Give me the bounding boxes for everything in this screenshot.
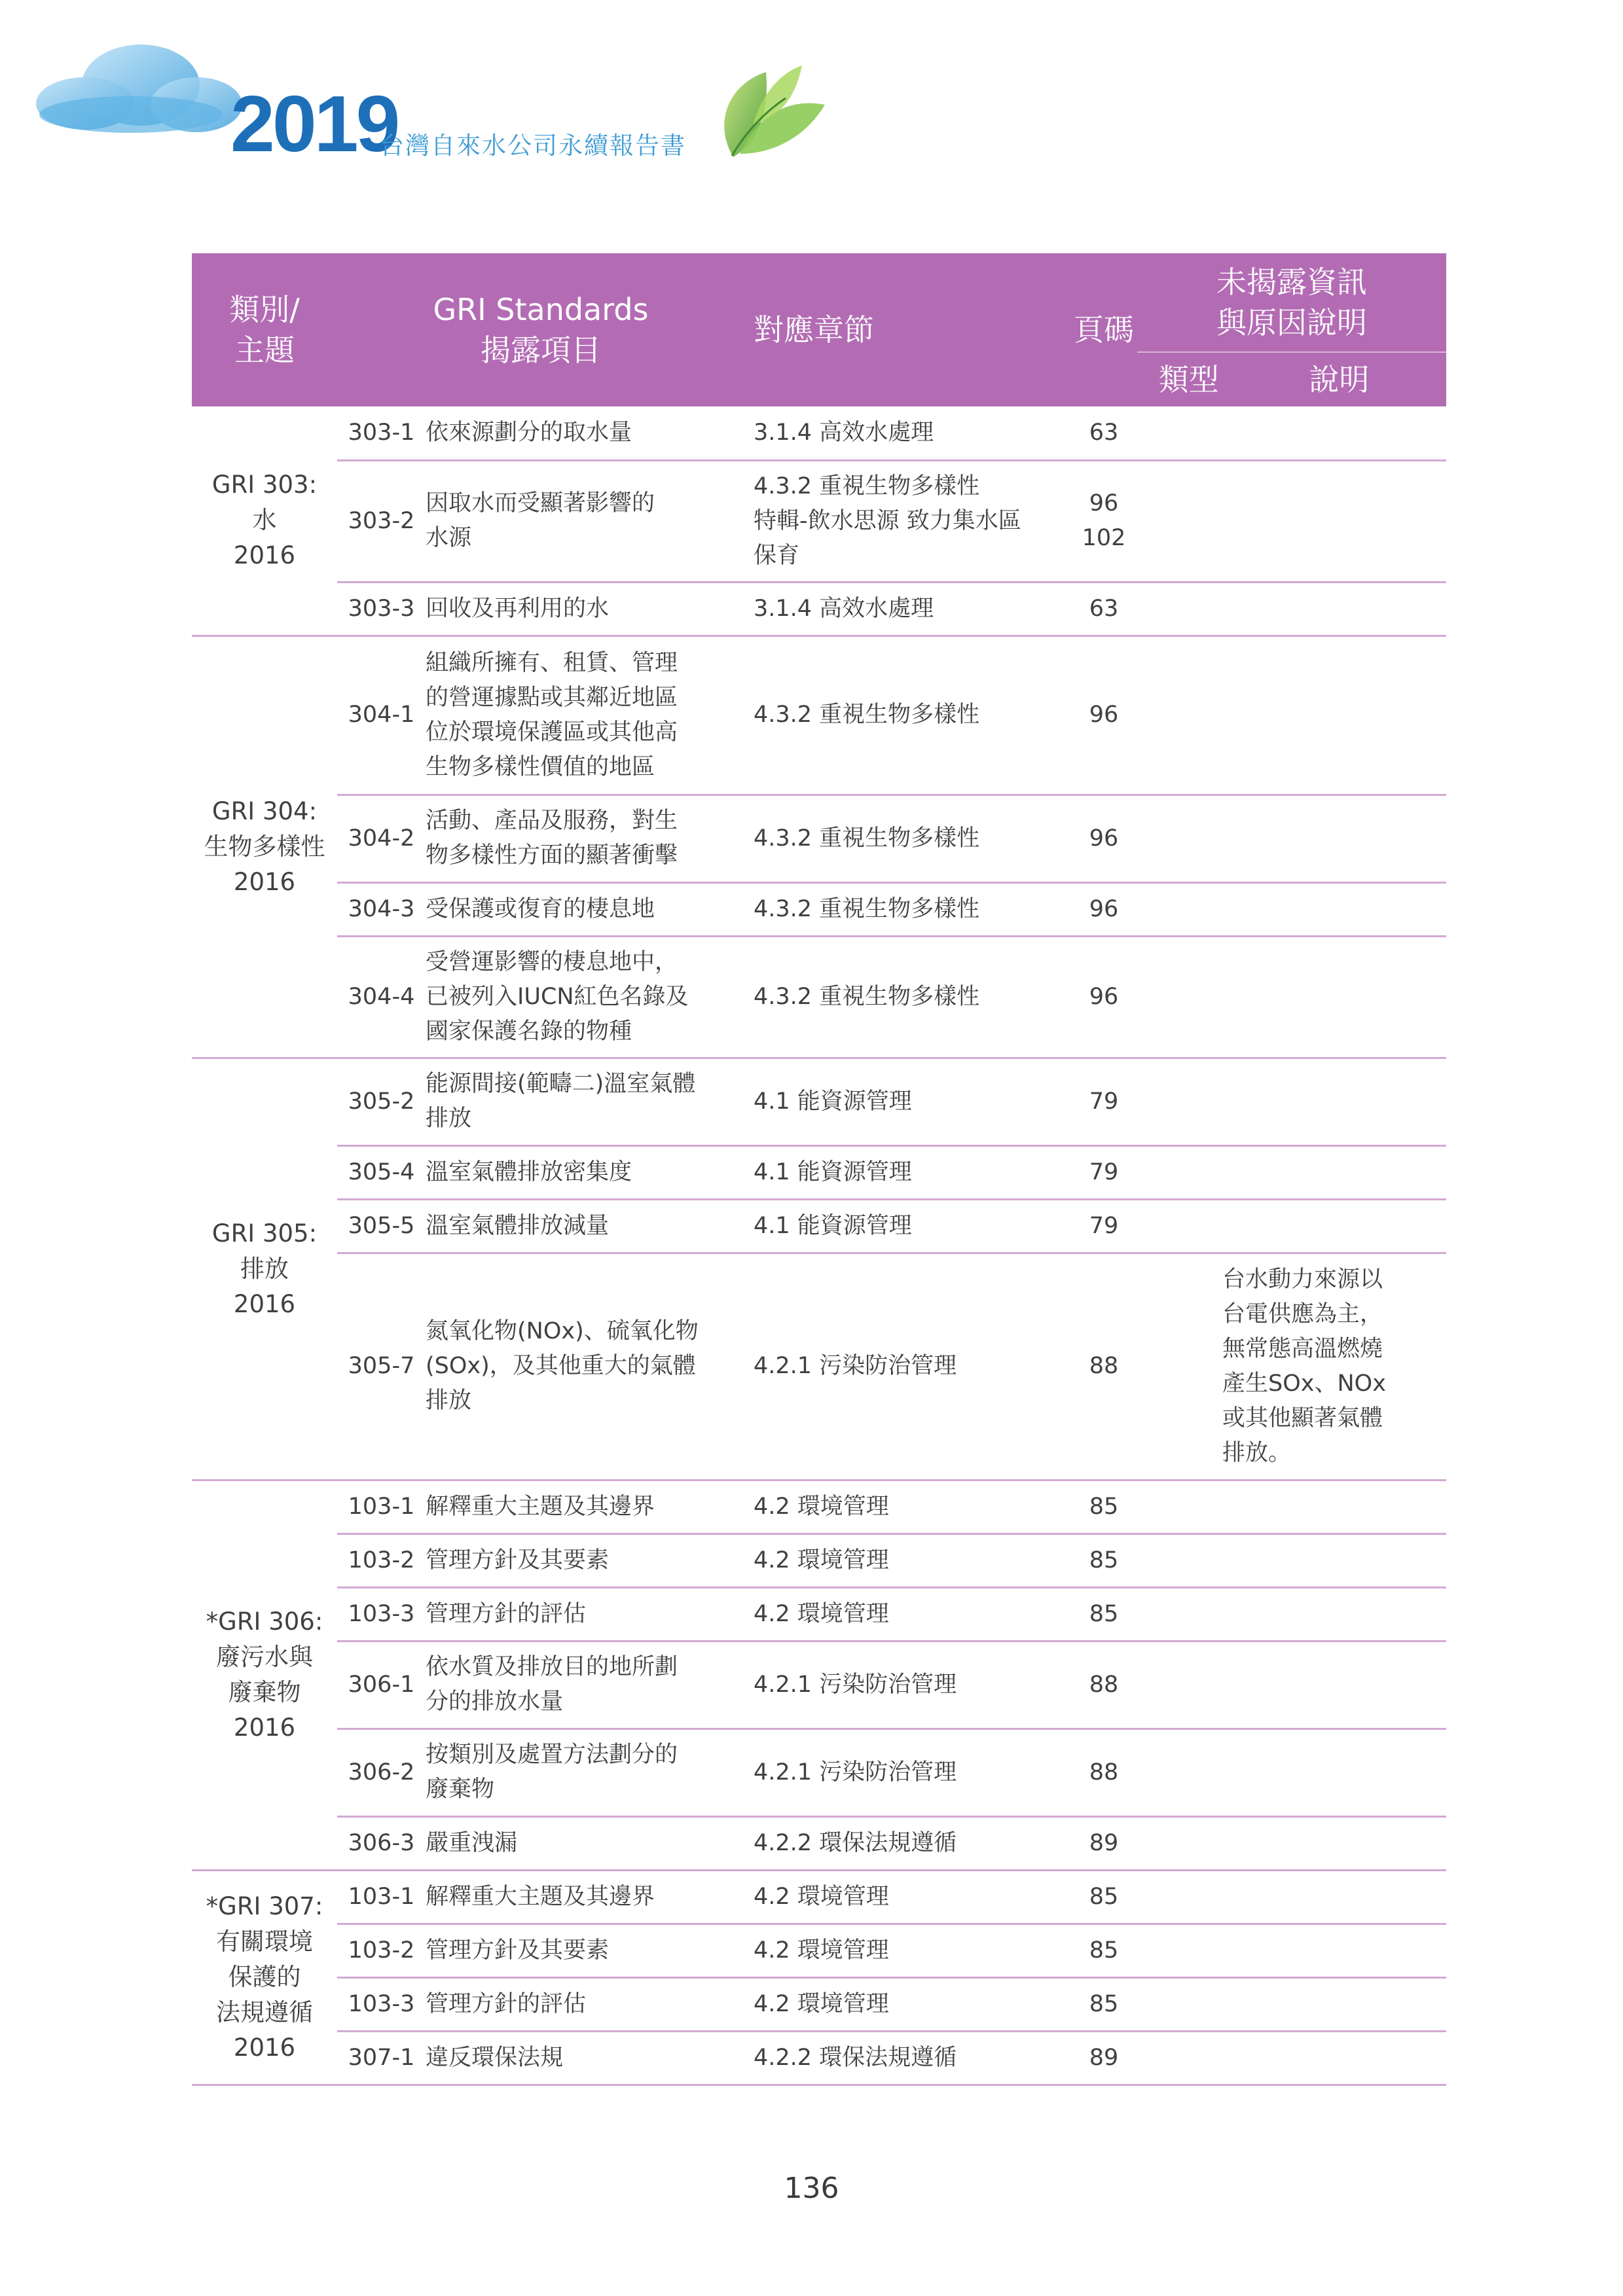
omission-note-cell xyxy=(1137,795,1446,882)
report-title: 台灣自來水公司永續報告書 xyxy=(380,132,686,160)
omission-note-cell xyxy=(1137,1199,1446,1253)
chapter-cell: 3.1.4 高效水處理 xyxy=(744,582,1070,636)
page-cell: 85 xyxy=(1070,1977,1137,2031)
table-row xyxy=(192,1924,1446,1977)
disclosure-code: 305-2 xyxy=(337,1058,426,1145)
table-body xyxy=(192,406,1446,2085)
disclosure-code: 103-1 xyxy=(337,1870,426,1924)
table-row xyxy=(192,936,1446,1058)
disclosure-code: 304-3 xyxy=(337,882,426,936)
table-row xyxy=(192,1058,1446,1145)
chapter-cell: 4.2 環境管理 xyxy=(744,1870,1070,1924)
table-row xyxy=(192,1729,1446,1816)
chapter-cell: 4.2.1 污染防治管理 xyxy=(744,1641,1070,1729)
page-cell: 79 xyxy=(1070,1199,1137,1253)
page-cell: 96 102 xyxy=(1070,460,1137,582)
disclosure-code: 103-2 xyxy=(337,1924,426,1977)
disclosure-item: 管理方針的評估 xyxy=(426,1587,744,1641)
disclosure-code: 103-3 xyxy=(337,1587,426,1641)
disclosure-code: 305-7 xyxy=(337,1253,426,1480)
category-cell: *GRI 306: 廢污水與 廢棄物 2016 xyxy=(192,1480,337,1870)
table-row xyxy=(192,795,1446,882)
disclosure-item: 能源間接(範疇二)溫室氣體 排放 xyxy=(426,1058,744,1145)
page-cell: 85 xyxy=(1070,1924,1137,1977)
omission-note-cell xyxy=(1137,582,1446,636)
chapter-cell: 4.2 環境管理 xyxy=(744,1587,1070,1641)
omission-note-cell xyxy=(1137,1058,1446,1145)
disclosure-item: 依來源劃分的取水量 xyxy=(426,406,744,460)
page-cell: 63 xyxy=(1070,582,1137,636)
disclosure-code: 305-4 xyxy=(337,1145,426,1199)
page-cell: 88 xyxy=(1070,1641,1137,1729)
chapter-cell: 3.1.4 高效水處理 xyxy=(744,406,1070,460)
chapter-cell: 4.1 能資源管理 xyxy=(744,1145,1070,1199)
disclosure-code: 303-2 xyxy=(337,460,426,582)
table-row xyxy=(192,1977,1446,2031)
page-cell: 96 xyxy=(1070,936,1137,1058)
disclosure-code: 303-1 xyxy=(337,406,426,460)
disclosure-code: 304-1 xyxy=(337,636,426,795)
header-standard: GRI Standards 揭露項目 xyxy=(337,253,744,406)
omission-note-cell xyxy=(1137,1480,1446,1534)
table-row xyxy=(192,582,1446,636)
chapter-cell: 4.2 環境管理 xyxy=(744,1924,1070,1977)
page-cell: 96 xyxy=(1070,882,1137,936)
table-row xyxy=(192,1870,1446,1924)
disclosure-item: 管理方針及其要素 xyxy=(426,1924,744,1977)
omission-note-cell xyxy=(1137,406,1446,460)
disclosure-code: 304-2 xyxy=(337,795,426,882)
chapter-cell: 4.2.1 污染防治管理 xyxy=(744,1729,1070,1816)
disclosure-item: 解釋重大主題及其邊界 xyxy=(426,1480,744,1534)
chapter-cell: 4.1 能資源管理 xyxy=(744,1199,1070,1253)
disclosure-item: 氮氧化物(NOx)、硫氧化物 (SOx)，及其他重大的氣體 排放 xyxy=(426,1253,744,1480)
omission-note-cell xyxy=(1137,1729,1446,1816)
page-cell: 79 xyxy=(1070,1058,1137,1145)
chapter-cell: 4.1 能資源管理 xyxy=(744,1058,1070,1145)
table-row xyxy=(192,1253,1446,1480)
omission-note-cell: 台水動力來源以 台電供應為主， 無常態高溫燃燒 產生SOx、NOx 或其他顯著氣體 排放。 xyxy=(1137,1253,1446,1480)
omission-note-cell xyxy=(1137,1145,1446,1199)
omission-note-cell xyxy=(1137,460,1446,582)
disclosure-code: 306-3 xyxy=(337,1816,426,1870)
page-cell: 85 xyxy=(1070,1870,1137,1924)
table-row xyxy=(192,1641,1446,1729)
disclosure-item: 嚴重洩漏 xyxy=(426,1816,744,1870)
header-chapter: 對應章節 xyxy=(744,253,1070,406)
gri-index-table xyxy=(192,253,1446,2086)
page-header xyxy=(0,0,1623,183)
disclosure-item: 溫室氣體排放密集度 xyxy=(426,1145,744,1199)
disclosure-item: 按類別及處置方法劃分的 廢棄物 xyxy=(426,1729,744,1816)
category-cell: *GRI 307: 有關環境 保護的 法規遵循 2016 xyxy=(192,1870,337,2085)
table-row xyxy=(192,1587,1446,1641)
disclosure-item: 管理方針的評估 xyxy=(426,1977,744,2031)
disclosure-item: 回收及再利用的水 xyxy=(426,582,744,636)
omission-note-cell xyxy=(1137,1924,1446,1977)
table-row xyxy=(192,406,1446,460)
omission-note-cell xyxy=(1137,1870,1446,1924)
disclosure-item: 依水質及排放目的地所劃 分的排放水量 xyxy=(426,1641,744,1729)
disclosure-code: 103-2 xyxy=(337,1534,426,1587)
page-cell: 96 xyxy=(1070,636,1137,795)
disclosure-item: 受營運影響的棲息地中， 已被列入IUCN紅色名錄及 國家保護名錄的物種 xyxy=(426,936,744,1058)
disclosure-code: 307-1 xyxy=(337,2031,426,2085)
table-row xyxy=(192,882,1446,936)
disclosure-item: 解釋重大主題及其邊界 xyxy=(426,1870,744,1924)
disclosure-code: 103-1 xyxy=(337,1480,426,1534)
table-row xyxy=(192,1816,1446,1870)
chapter-cell: 4.3.2 重視生物多樣性 xyxy=(744,936,1070,1058)
cloud-icon xyxy=(36,45,242,133)
category-cell: GRI 303: 水 2016 xyxy=(192,406,337,636)
page-cell: 85 xyxy=(1070,1587,1137,1641)
chapter-cell: 4.2 環境管理 xyxy=(744,1977,1070,2031)
chapter-cell: 4.3.2 重視生物多樣性 xyxy=(744,795,1070,882)
chapter-cell: 4.2 環境管理 xyxy=(744,1534,1070,1587)
table-row xyxy=(192,1199,1446,1253)
omission-note-cell xyxy=(1137,2031,1446,2085)
table-row xyxy=(192,1145,1446,1199)
disclosure-item: 管理方針及其要素 xyxy=(426,1534,744,1587)
chapter-cell: 4.2.2 環保法規遵循 xyxy=(744,2031,1070,2085)
omission-note-cell xyxy=(1137,1977,1446,2031)
chapter-cell: 4.2.1 污染防治管理 xyxy=(744,1253,1070,1480)
disclosure-code: 303-3 xyxy=(337,582,426,636)
disclosure-item: 組織所擁有、租賃、管理 的營運據點或其鄰近地區 位於環境保護區或其他高 生物多樣性價值的地區 xyxy=(426,636,744,795)
category-cell: GRI 305: 排放 2016 xyxy=(192,1058,337,1480)
disclosure-item: 溫室氣體排放減量 xyxy=(426,1199,744,1253)
page-cell: 85 xyxy=(1070,1480,1137,1534)
omission-note-cell xyxy=(1137,1534,1446,1587)
header-omission: 未揭露資訊 與原因說明 xyxy=(1137,253,1446,352)
chapter-cell: 4.3.2 重視生物多樣性 xyxy=(744,636,1070,795)
omission-note-cell xyxy=(1137,1641,1446,1729)
disclosure-item: 活動、產品及服務，對生 物多樣性方面的顯著衝擊 xyxy=(426,795,744,882)
disclosure-code: 103-3 xyxy=(337,1977,426,2031)
chapter-cell: 4.2 環境管理 xyxy=(744,1480,1070,1534)
omission-note-cell xyxy=(1137,636,1446,795)
table-row xyxy=(192,1534,1446,1587)
disclosure-code: 304-4 xyxy=(337,936,426,1058)
header-category: 類別/ 主題 xyxy=(192,253,337,406)
header-omission-desc: 說明 xyxy=(1309,362,1370,397)
leaf-icon xyxy=(724,65,825,157)
disclosure-code: 305-5 xyxy=(337,1199,426,1253)
table-row xyxy=(192,460,1446,582)
page-cell: 96 xyxy=(1070,795,1137,882)
omission-note-cell xyxy=(1137,936,1446,1058)
omission-note-cell xyxy=(1137,1816,1446,1870)
chapter-cell: 4.3.2 重視生物多樣性 特輯-飲水思源 致力集水區 保育 xyxy=(744,460,1070,582)
header-page: 頁碼 xyxy=(1070,253,1137,406)
page-cell: 85 xyxy=(1070,1534,1137,1587)
disclosure-item: 違反環保法規 xyxy=(426,2031,744,2085)
table-row xyxy=(192,1480,1446,1534)
page-cell: 88 xyxy=(1070,1253,1137,1480)
disclosure-item: 因取水而受顯著影響的 水源 xyxy=(426,460,744,582)
header-omission-type: 類型 xyxy=(1158,362,1219,397)
page-cell: 89 xyxy=(1070,1816,1137,1870)
chapter-cell: 4.2.2 環保法規遵循 xyxy=(744,1816,1070,1870)
page-cell: 79 xyxy=(1070,1145,1137,1199)
page-cell: 88 xyxy=(1070,1729,1137,1816)
disclosure-code: 306-1 xyxy=(337,1641,426,1729)
omission-note-cell xyxy=(1137,1587,1446,1641)
report-year: 2019 xyxy=(230,79,398,168)
header-omission-sub xyxy=(1137,352,1446,406)
page-cell: 89 xyxy=(1070,2031,1137,2085)
omission-note-cell xyxy=(1137,882,1446,936)
page-number: 136 xyxy=(784,2172,839,2205)
table-row xyxy=(192,636,1446,795)
category-cell: GRI 304: 生物多樣性 2016 xyxy=(192,636,337,1058)
page-cell: 63 xyxy=(1070,406,1137,460)
disclosure-item: 受保護或復育的棲息地 xyxy=(426,882,744,936)
table-header xyxy=(192,253,1446,406)
table-row xyxy=(192,2031,1446,2085)
chapter-cell: 4.3.2 重視生物多樣性 xyxy=(744,882,1070,936)
disclosure-code: 306-2 xyxy=(337,1729,426,1816)
